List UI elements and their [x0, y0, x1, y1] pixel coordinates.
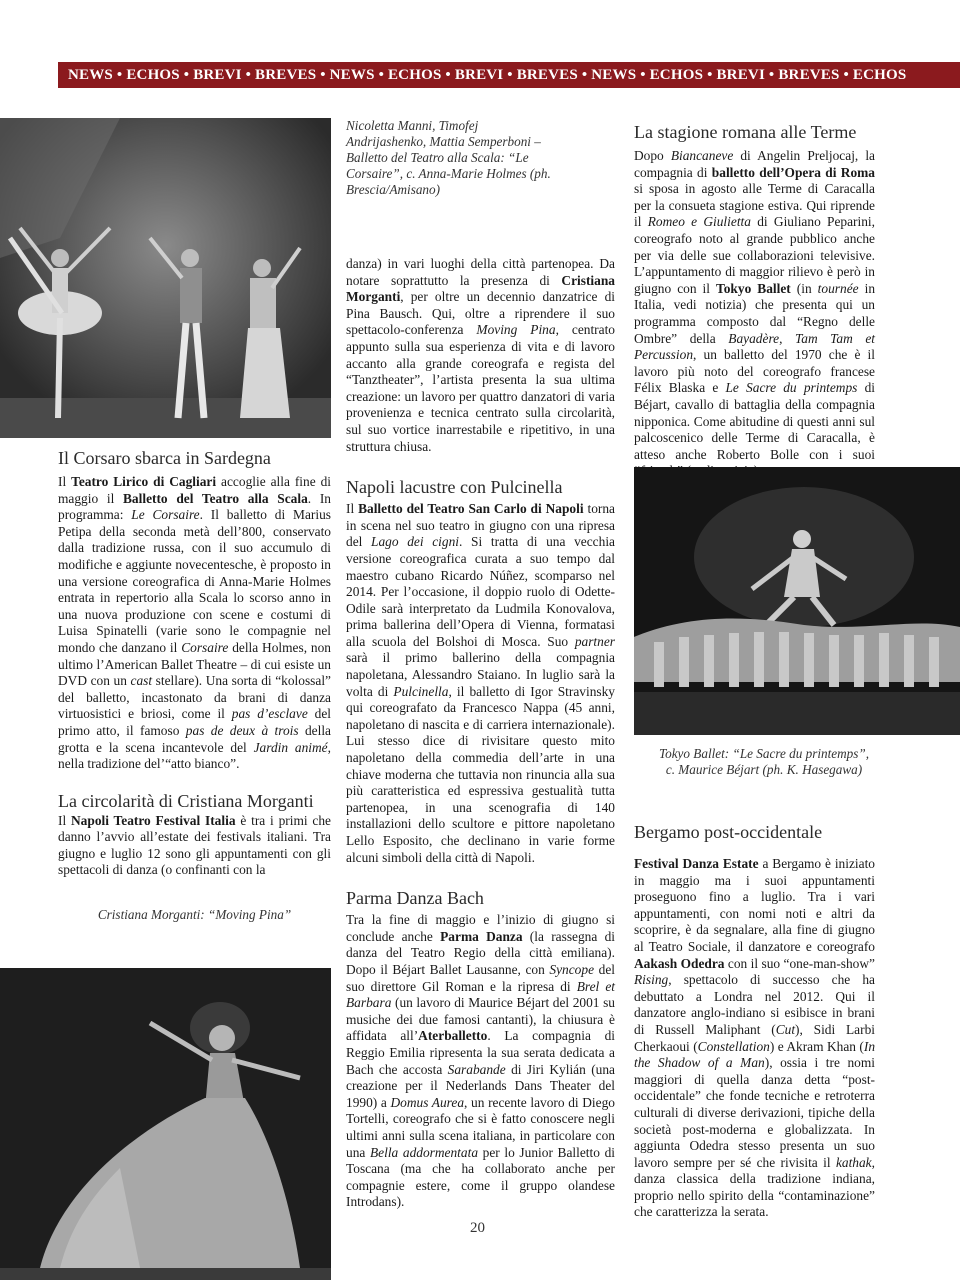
article-body-roma: Dopo Biancaneve di Angelin Preljocaj, la compagnia di balletto dell’Opera di Roma si sposa in agosto alle Terme di Caracalla per la consueta stagione estiva. Qui riprende il Romeo e Giulietta di Giuliano Peparini, coreografo noto al grande pubblico anche per via delle sue collaborazioni televisive. L’appuntamento di maggior rilievo è però in giugno con il Tokyo Ballet (in tournée in Italia, vedi notizia) che presenta qui un programma composto dal “Regno delle Ombre” della Bayadère, Tam Tam et Percussion, un balletto del 1970 che è il lavoro più noto del coreografo francese Félix Blaska e Le Sacre du printemps di Béjart, cavallo di battaglia della compagnia nipponica. Come abitudine di questi anni sul palcoscenico delle Terme di Caracalla, è atteso anche Roberto Bolle con i suoi [634, 148, 876, 462]
article-body-morganti-part1: Il Napoli Teatro Festival Italia è tra i primi che danno l’avvio all’estate dei festivals italiani. Tra giugno e luglio 12 sono gli appuntamenti con gli spettacoli di danza (o confinanti con la [58, 812, 332, 878]
tokyo-dancers-illustration [634, 467, 960, 735]
caption-corsaire: Nicoletta Manni, Timofej Andrijashenko, Mattia Semperboni – Balletto del Teatro alla Scala: “Le Corsaire”, c. Anna-Marie Holmes (ph. Brescia/Amisano) [346, 118, 551, 197]
morganti-dancer-illustration [0, 968, 331, 1280]
caption-morganti: Cristiana Morganti: “Moving Pina” [97, 907, 292, 923]
section-banner: NEWS • ECHOS • BREVI • BREVES • NEWS • ECHOS • BREVI • BREVES • NEWS • ECHOS • BREVI • BREVES • ECHOS [58, 62, 960, 88]
tokyo-ballet-photo [634, 467, 960, 735]
article-title-napoli: Napoli lacustre con Pulcinella [346, 477, 563, 498]
article-title-parma: Parma Danza Bach [346, 888, 484, 909]
caption-tokyo-line1: Tokyo Ballet: “Le Sacre du printemps”, [658, 746, 869, 761]
article-body-parma: Tra la fine di maggio e l’inizio di giugno si conclude anche Parma Danza (la rassegna di danza del Teatro Regio della città emiliana). Dopo il Béjart Ballet Lausanne, con Syncope del suo direttore Gil Roman e la ripresa di Brel et Barbara (un lavoro di Maurice Béjart del 2001 su musiche dei due famosi cantanti), la chiusura è affidata all’Aterballetto. La compagnia di Reggio Emilia ripresenta la sua serata dedicata a Bach che accosta Sarabande di Jiri Kylián (una creazione per il Nederlands Dans Theater del 1990) a Domus Aurea, un recente lavoro di Diego Tortelli, coreografo che si è fatto conoscere negli ultimi anni sulla scena italiana, in particolare con una Bella addormentata per lo Junior Balletto di Toscana (ma che ha collaborato anche per compagnie estere, come il gruppo olandese Introdans). [346, 912, 616, 1210]
morganti-photo [0, 968, 331, 1280]
article-body-napoli: Il Balletto del Teatro San Carlo di Napoli torna in scena nel suo teatro in giugno con una ripresa del Lago dei cigni. Si tratta di una vecchia versione coreografica curata a suo tempo dal maestro cubano Ricardo Núñez, scomparso nel 2014. Per l’occasione, il doppio ruolo di Odette-Odile sarà interpretato da Ludmila Konovalova, prima ballerina dell’Opera di Vienna, formatasi alla scuola del Bolshoi di Mosca. Suo partner sarà il primo ballerino della compagnia napoletana, Alessandro Staiano. In luglio sarà la volta di Pulcinella, il balletto di Igor Stravinsky qui coreografato da Francesco Nappa (45 anni, napoletano di nascita e di carriera internazionale). Lui stesso dice di rivisitare questo mito napoletano della commedia dell’arte in una chiave moderna che tuttavia non rinuncia alla sua più caratteristica ed espressiva gestualità tutta partenopea, in una scenografia di 140 installazioni dello scultore e pittore napoletano Lello Esposito, che declinano in varie forme alcuni simboli della città di Napoli. [346, 501, 615, 865]
article-title-morganti: La circolarità di Cristiana Morganti [58, 790, 314, 811]
corsaire-photo [0, 118, 331, 438]
article-title-bergamo: Bergamo post-occidentale [634, 822, 823, 842]
article-body-corsaro: Il Teatro Lirico di Cagliari accoglie alla fine di maggio il Balletto del Teatro alla Scala. In programma: Le Corsaire. Il balletto di Marius Petipa della seconda metà dell’800, conservato dalla tradizione russa, con il suo accumulo di modifiche e aggiunte novecentesche, è proposto in una versione coreografica di Anna-Marie Holmes entrata in repertorio alla Scala lo scorso anno in una nuova produzione con scene e costumi di Luisa Spinatelli (varie sono le compagnie nel mondo che danzano il Corsaire della Holmes, non ultimo l’American Ballet Theatre – di cui esiste un DVD con un cast stellare). Una sorta di “kolossal” del balletto, incastonato da brani di danza virtuosistici e briosi, come il pas d’esclave del primo atto, il famoso pas de deux à trois della grotta e la scena incantevole del Jardin animé, nella tradizione del’“atto bianco”. [58, 474, 332, 772]
article-body-morganti-part2: danza) in vari luoghi della città partenopea. Da notare soprattutto la presenza di Cristiana Morganti, per oltre un decennio danzatrice di Pina Bausch. Qui, oltre a riprendere il suo spettacolo-conferenza Moving Pina, centrato appunto sulla sua esperienza di vita e di lavoro accanto alla grande coreografa e regista del “Tanztheater”, l’artista presenta la sua ultima creazione: un lavoro per quattro danzatori di varia provenienza e tecnica centrato sulla circolarità, sul suo vortice inarrestabile e ripetitivo, in una struttura chiusa. [346, 256, 615, 454]
article-body-bergamo: Festival Danza Estate a Bergamo è iniziato in maggio ma i suoi appuntamenti proseguono fino a luglio. Tra i vari appuntamenti, con nomi noti e altri da scoprire, è da segnalare, alla fine di giugno al Teatro Sociale, il danzatore e coreografo Aakash Odedra con il suo “one-man-show” Rising, spettacolo di successo che ha debuttato a Londra nel 2012. Qui il danzatore anglo-indiano si esibisce in brani di Russell Maliphant (Cut), Sidi Larbi Cherkaoui (Constellation) e Akram Khan (In the Shadow of a Man), ossia i tre nomi maggiori di quella danza detta “post-occidentale” che fonde tecniche e retroterra culturali di diverse derivazioni, tipiche della società post-moderna e globalizzata. In aggiunta Odedra stesso presenta un suo lavoro sempre per sé che rivisita il kathak, danza classica della tradizione indiana, proprio nello spirito della “contaminazione” che caratterizza la serata. [634, 856, 876, 1220]
page-number: 20 [470, 1220, 485, 1236]
corsaire-dancers-illustration [0, 118, 331, 438]
caption-tokyo-line2: c. Maurice Béjart (ph. K. Hasegawa) [665, 762, 863, 777]
article-title-corsaro: Il Corsaro sbarca in Sardegna [58, 448, 271, 468]
article-title-roma: La stagione romana alle Terme [634, 122, 857, 142]
